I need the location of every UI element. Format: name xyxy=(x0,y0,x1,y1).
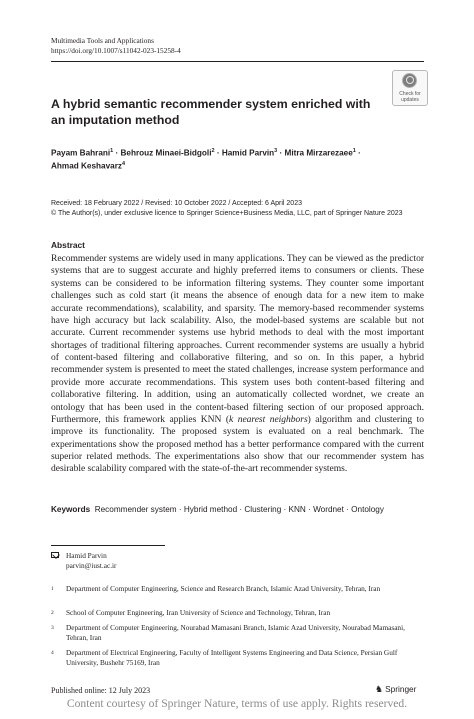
courtesy-watermark: Content courtesy of Springer Nature, terms of use apply. Rights reserved. xyxy=(66,697,408,710)
keywords xyxy=(51,504,424,516)
keywords-label: Keywords xyxy=(51,505,91,514)
journal-header xyxy=(51,36,181,56)
affiliation-number: 4 xyxy=(51,650,54,656)
affiliation-number: 1 xyxy=(51,586,54,592)
publisher-logo xyxy=(375,684,416,695)
badge-line2: updates xyxy=(401,97,419,103)
author-name[interactable]: Hamid Parvin xyxy=(221,148,275,158)
author-name[interactable]: Payam Bahrani xyxy=(51,148,111,158)
author-affiliation-mark: 1 xyxy=(352,148,356,154)
envelope-icon xyxy=(51,552,59,558)
author-affiliation-mark: 3 xyxy=(274,148,278,154)
author-name[interactable]: Mitra Mirzarezaee xyxy=(284,148,353,158)
check-for-updates-badge[interactable] xyxy=(392,70,428,106)
affiliation-number: 2 xyxy=(51,610,54,616)
badge-line1: Check for xyxy=(399,91,421,97)
history-dates: Received: 18 February 2022 / Revised: 10 October 2022 / Accepted: 6 April 2023 xyxy=(51,200,302,207)
author-name[interactable]: Behrouz Minaei-Bidgoli xyxy=(120,148,212,158)
abstract-body xyxy=(51,253,424,476)
abstract-heading: Abstract xyxy=(51,240,85,250)
affiliation-text: School of Computer Engineering, Iran University of Science and Technology, Tehran, Iran xyxy=(66,608,331,617)
journal-name: Multimedia Tools and Applications xyxy=(51,36,154,45)
author-list: Payam Bahrani$^1$ · Behrouz Minaei-Bidgoli$^2$ · Hamid Parvin$^3$ · Mitra Mirzarezaee$^1$ · Ahmad Keshavarz$^4$ xyxy=(51,148,361,171)
publisher-name: Springer xyxy=(385,684,417,694)
check-for-updates-icon xyxy=(402,73,417,88)
author-affiliation-mark: 1 xyxy=(110,148,114,154)
header-rule xyxy=(51,61,424,62)
keywords-list: Recommender system · Hybrid method · Clustering · KNN · Wordnet · Ontology xyxy=(94,505,384,514)
corresponding-author-email[interactable]: parvin@iust.ac.ir xyxy=(66,561,117,570)
doi-link[interactable]: https://doi.org/10.1007/s11042-023-15258-4 xyxy=(51,46,181,55)
abstract-italic-term: k nearest neighbors xyxy=(229,413,308,425)
author-affiliation-mark: 2 xyxy=(211,148,215,154)
abstract-text: Recommender systems are widely used in many applications. They can be viewed as the predictor systems that are to suggest accurate and highly preferred items to consumers or clients. These systems can be considered to be information filtering systems. They counter some important challenges such as cold start (it means the absence of enough data for a new item to make accurate recommendations), scalability, and sparsity. The memory-based recommender systems have high accuracy but lack scalability. Also, the model-based systems are scalable but not accurate. Current recommender systems use hybrid methods to deal with the most important shortages of traditional filtering approaches. Current recommender systems are usually a hybrid of content-based filtering and collaborative filtering, and so on. In this paper, a hybrid recommender system is presented to meet the stated challenges, increase system performance and provide more accurate recommendations. This system uses both content-based filtering and collaborative filtering. In addition, using an automatically collected wordnet, we create an ontology that has been used in the content-based filtering section of our proposed approach. Furthermore, this framework applies KNN ( xyxy=(51,253,424,425)
abstract-text: ) algorithm and clustering to improve its functionality. The proposed system is evaluated on a real benchmark. The experimentations show the proposed method has a better performance compared with the current superior related methods. The experimentations also show that our recommender system has desirable scalability compared with the state-of-the-art recommender systems. xyxy=(51,413,424,475)
affiliation-number: 3 xyxy=(51,625,54,631)
affiliation-text: Department of Computer Engineering, Science and Research Branch, Islamic Azad University, Tehran, Iran xyxy=(66,584,381,593)
author-affiliation-mark: 4 xyxy=(122,161,126,168)
affiliation-text: Department of Computer Engineering, Nourabad Mamasani Branch, Islamic Azad University, Nourabad Mamasani, Tehran, Iran xyxy=(66,623,405,642)
article-title: A hybrid semantic recommender system enriched with an imputation method xyxy=(51,97,371,127)
corresponding-author-name: Hamid Parvin xyxy=(66,551,107,560)
springer-horse-icon: ♞ xyxy=(375,684,384,694)
article-dates xyxy=(51,199,431,219)
author-name[interactable]: Ahmad Keshavarz xyxy=(51,161,122,171)
affiliation-text: Department of Electrical Engineering, Faculty of Intelligent Systems Engineering and Data Science, Persian Gulf University, Bushehr 75169, Iran xyxy=(66,648,398,667)
copyright-line: © The Author(s), under exclusive licence to Springer Science+Business Media, LLC, part of Springer Nature 2023 xyxy=(51,210,403,217)
published-date: Published online: 12 July 2023 xyxy=(51,686,151,695)
footnote-rule xyxy=(51,545,165,546)
